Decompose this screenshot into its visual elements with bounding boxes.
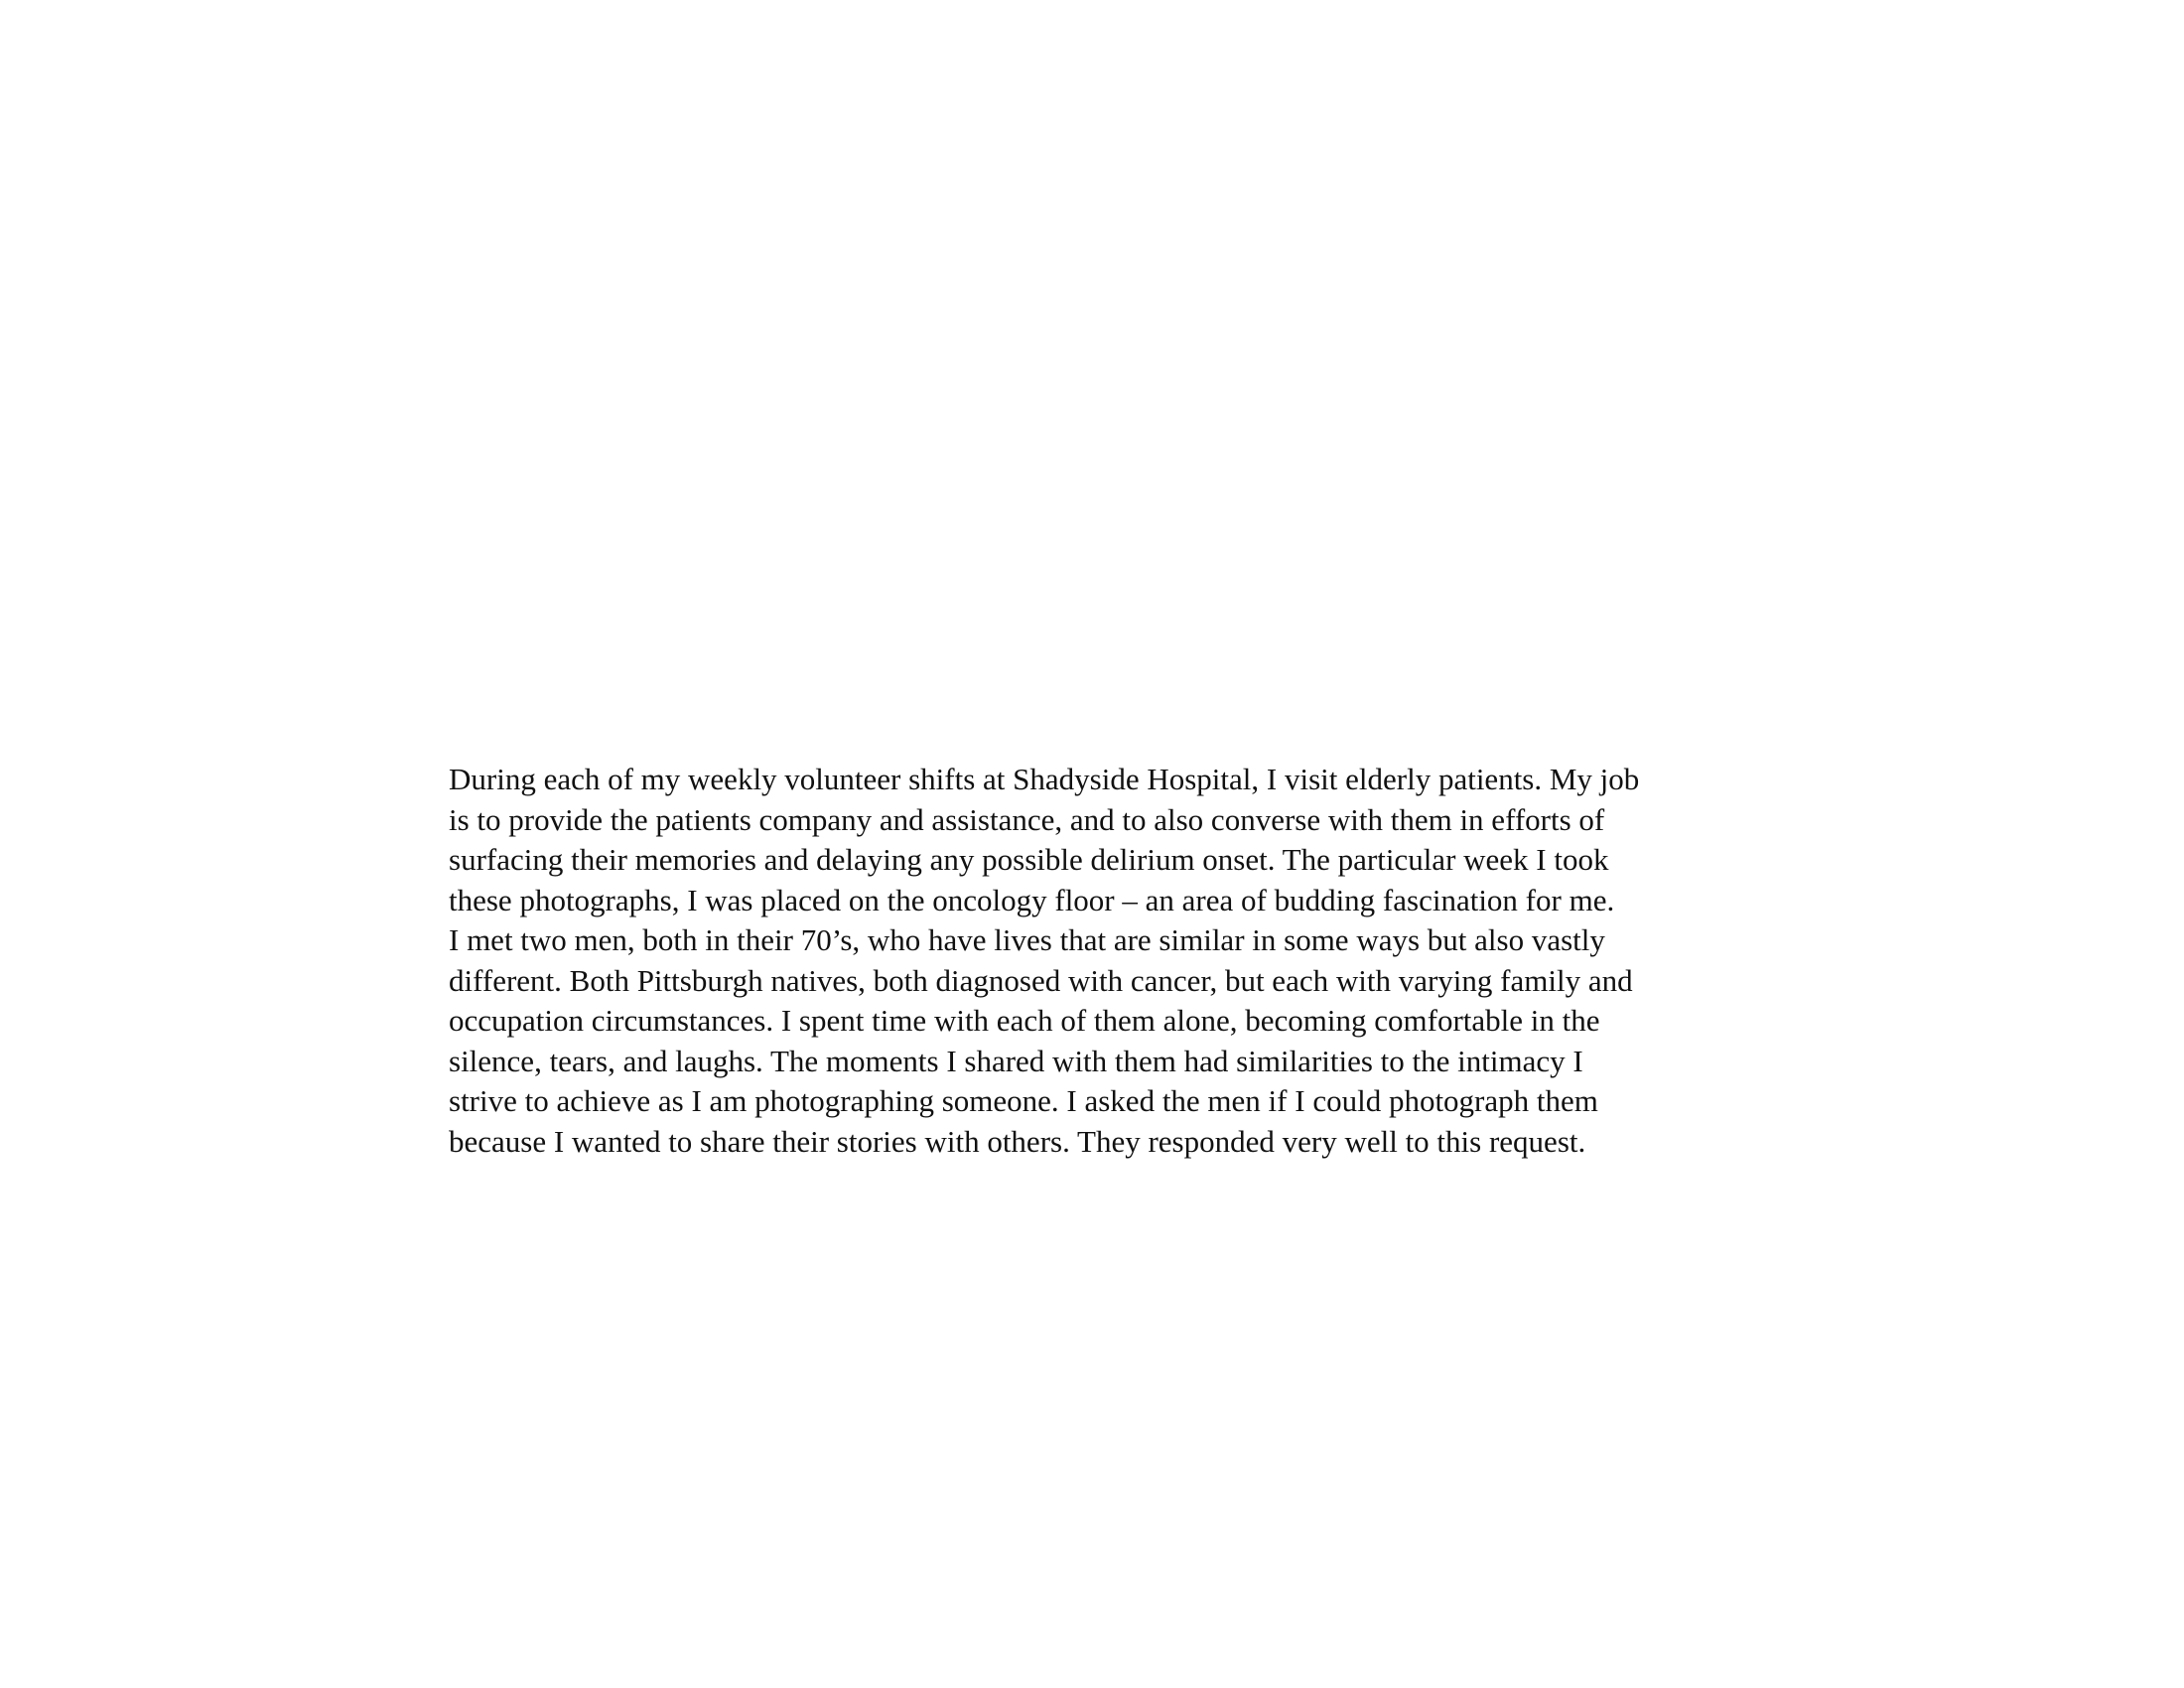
paragraph-line: surfacing their memories and delaying any possible delirium onset. The particular week I took xyxy=(449,842,1609,877)
paragraph-line: I met two men, both in their 70’s, who have lives that are similar in some ways but also vastly xyxy=(449,922,1605,957)
paragraph-line: is to provide the patients company and assistance, and to also converse with them in efforts of xyxy=(449,801,1605,837)
paragraph-line: silence, tears, and laughs. The moments I shared with them had similarities to the intimacy I xyxy=(449,1043,1583,1078)
artist-statement-paragraph xyxy=(449,760,1749,1162)
paragraph-line: these photographs, I was placed on the oncology floor – an area of budding fascination for me. xyxy=(449,882,1615,917)
paragraph-line: occupation circumstances. I spent time with each of them alone, becoming comfortable in the xyxy=(449,1003,1600,1038)
paragraph-line: because I wanted to share their stories with others. They responded very well to this request. xyxy=(449,1123,1586,1159)
paragraph-line: During each of my weekly volunteer shifts at Shadyside Hospital, I visit elderly patients. My job xyxy=(449,762,1640,796)
paragraph-line: different. Both Pittsburgh natives, both diagnosed with cancer, but each with varying family and xyxy=(449,962,1633,998)
paragraph-line: strive to achieve as I am photographing someone. I asked the men if I could photograph them xyxy=(449,1083,1598,1118)
